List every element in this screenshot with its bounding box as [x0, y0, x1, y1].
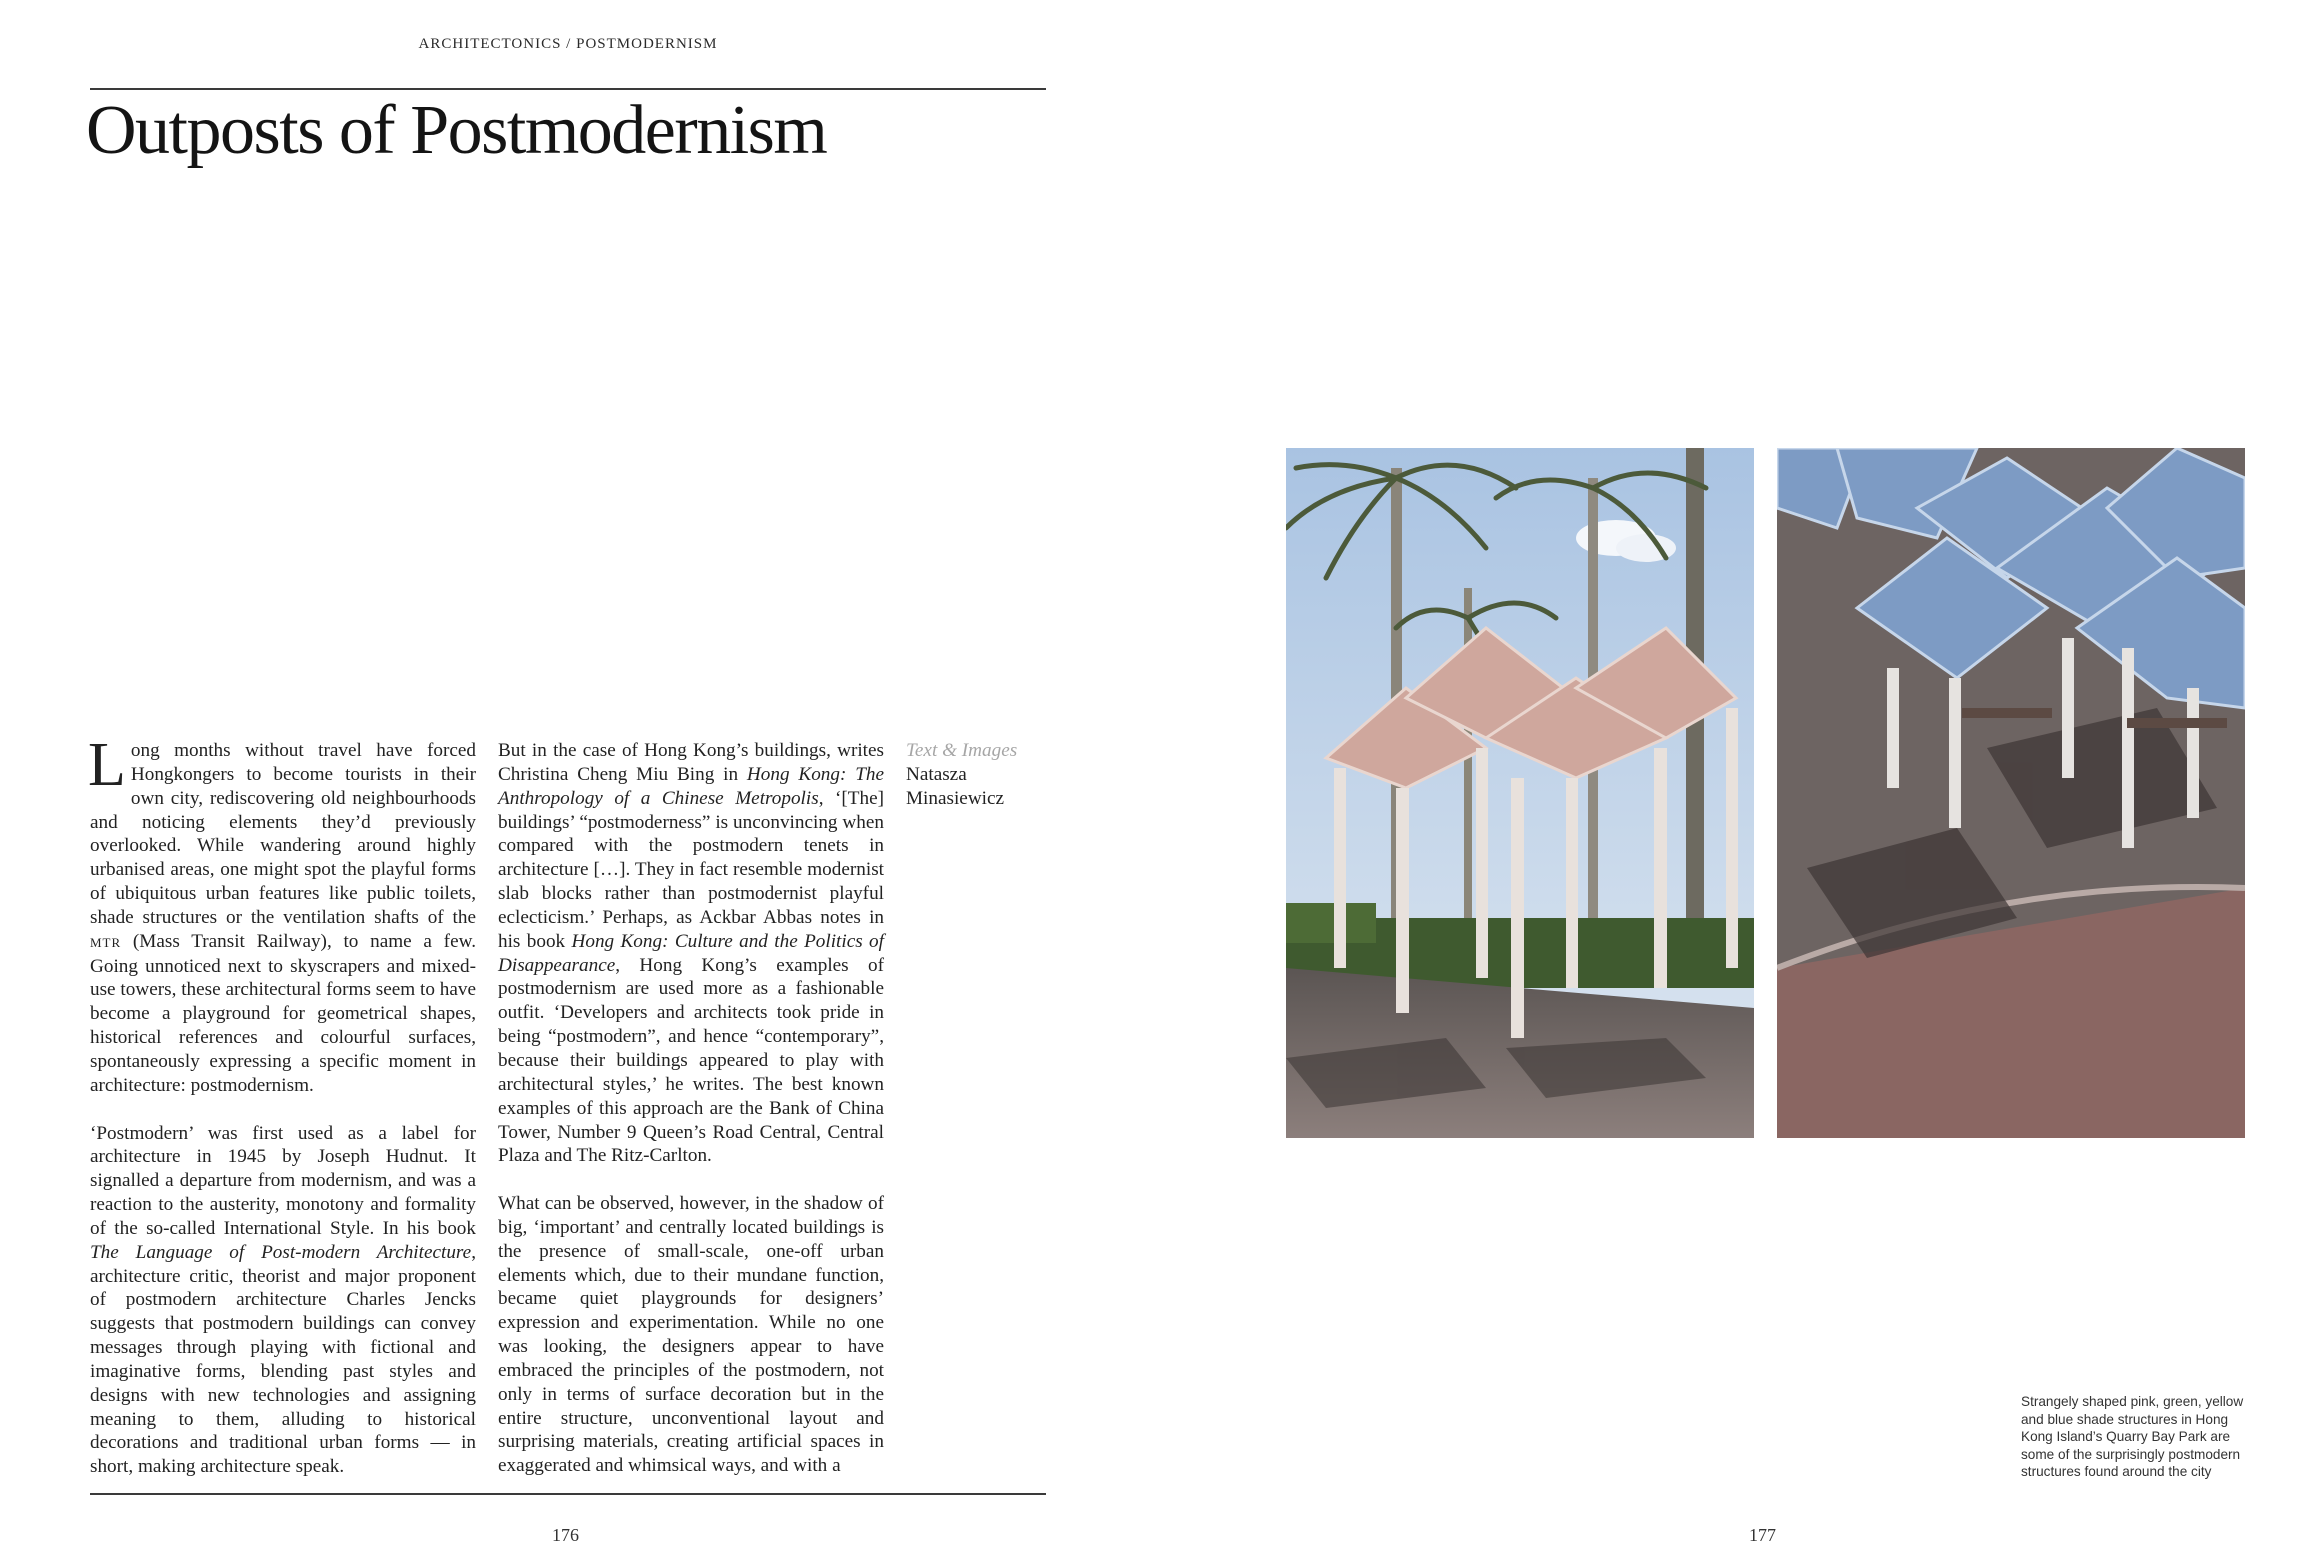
book-title: Hong Kong: The Anthropology of a Chinese Metropolis — [498, 763, 884, 809]
bottom-rule — [90, 1493, 1046, 1495]
body-column-1 — [88, 731, 476, 1479]
page-number-right: 177 — [1749, 1525, 1776, 1545]
paragraph: But in the case of Hong Kong’s buildings, writes Christina Cheng Miu Bing in Hong Kong: The Anthropology of a Chinese Metropolis, ‘[The] buildings’ “postmoderness” is unconvincing when compared with the postmodern tenets in architecture […]. They in fact resemble modernist slab blocks rather than postmodernist playful eclecticism.’ Perhaps, as Ackbar Abbas notes in his book Hong Kong: Culture and the Politics of Disappearance, Hong Kong’s examples of postmodernism are used more as a fashionable outfit. ‘Developers and architects took pride in being “postmodern”, and hence “contemporary”, because their buildings appeared to play with architectural styles,’ he writes. The best known examples of this approach are the Bank of China Tower, Number 9 Queen’s Road Central, Central Plaza and The Ritz-Carlton. — [498, 740, 885, 1167]
book-title: Hong Kong: Culture and the Politics of Disappearance — [498, 930, 884, 976]
credit-author: Natasza Minasiewicz — [906, 763, 1005, 809]
book-title: The Language of Post-modern Architecture — [90, 1241, 472, 1263]
photo-blue-shade-structures-image — [1777, 448, 2245, 1138]
photo-pink-shade-structures — [1286, 448, 1754, 1138]
photo-pink-shade-structures-image — [1286, 448, 1754, 1138]
running-head: ARCHITECTONICS / POSTMODERNISM — [418, 36, 718, 52]
top-rule — [90, 88, 1046, 90]
paragraph: What can be observed, however, in the shadow of big, ‘important’ and centrally located buildings is the presence of small-scale, one-off urban elements which, due to their mundane function, became quiet playgrounds for designers’ expression and experimentation. While no one was looking, the designers appear to have embraced the principles of the postmodern, not only in terms of surface decoration but in the entire structure, unconventional layout and surprising materials, creating artificial spaces in exaggerated and whimsical ways, and with a — [498, 1193, 884, 1477]
drop-cap: L — [88, 731, 126, 799]
paragraph: ‘Postmodern’ was first used as a label for architecture in 1945 by Joseph Hudnut. It signalled a departure from modernism, and was a reaction to the austerity, monotony and formality of the so-called International Style. In his book The Language of Post-modern Architecture, architecture critic, theorist and major proponent of postmodern architecture Charles Jencks suggests that postmodern buildings can convey messages through playing with fictional and imaginative forms, blending past styles and designs with new technologies and assigning meaning to them, alluding to historical decorations and traditional urban forms — in short, making architecture speak. — [90, 1122, 476, 1478]
photo-blue-shade-structures — [1777, 448, 2245, 1138]
mtr-abbreviation: MTR — [90, 934, 122, 950]
page-number-left: 176 — [552, 1525, 579, 1545]
article-title: Outposts of Postmodernism — [86, 92, 827, 169]
photo-caption: Strangely shaped pink, green, yellow and blue shade structures in Hong Kong Island’s Quarry Bay Park are some of the surprisingly postmodern structures found around the city — [2021, 1394, 2244, 1479]
paragraph: Long months without travel have forced Hongkongers to become tourists in their own city, rediscovering old neighbourhoods and noticing elements they’d previously overlooked. While wandering around highly urbanised areas, one might spot the playful forms of ubiquitous urban features like public toilets, shade structures or the ventilation shafts of the MTR (Mass Transit Railway), to name a few. Going unnoticed next to skyscrapers and mixed-use towers, these architectural forms seem to have become a playground for geometrical shapes, historical references and colourful surfaces, spontaneously expressing a specific moment in architecture: postmodernism. — [88, 731, 476, 1096]
credits — [906, 739, 1046, 811]
credit-label: Text & Images — [906, 740, 1018, 761]
body-column-2 — [498, 739, 884, 1478]
